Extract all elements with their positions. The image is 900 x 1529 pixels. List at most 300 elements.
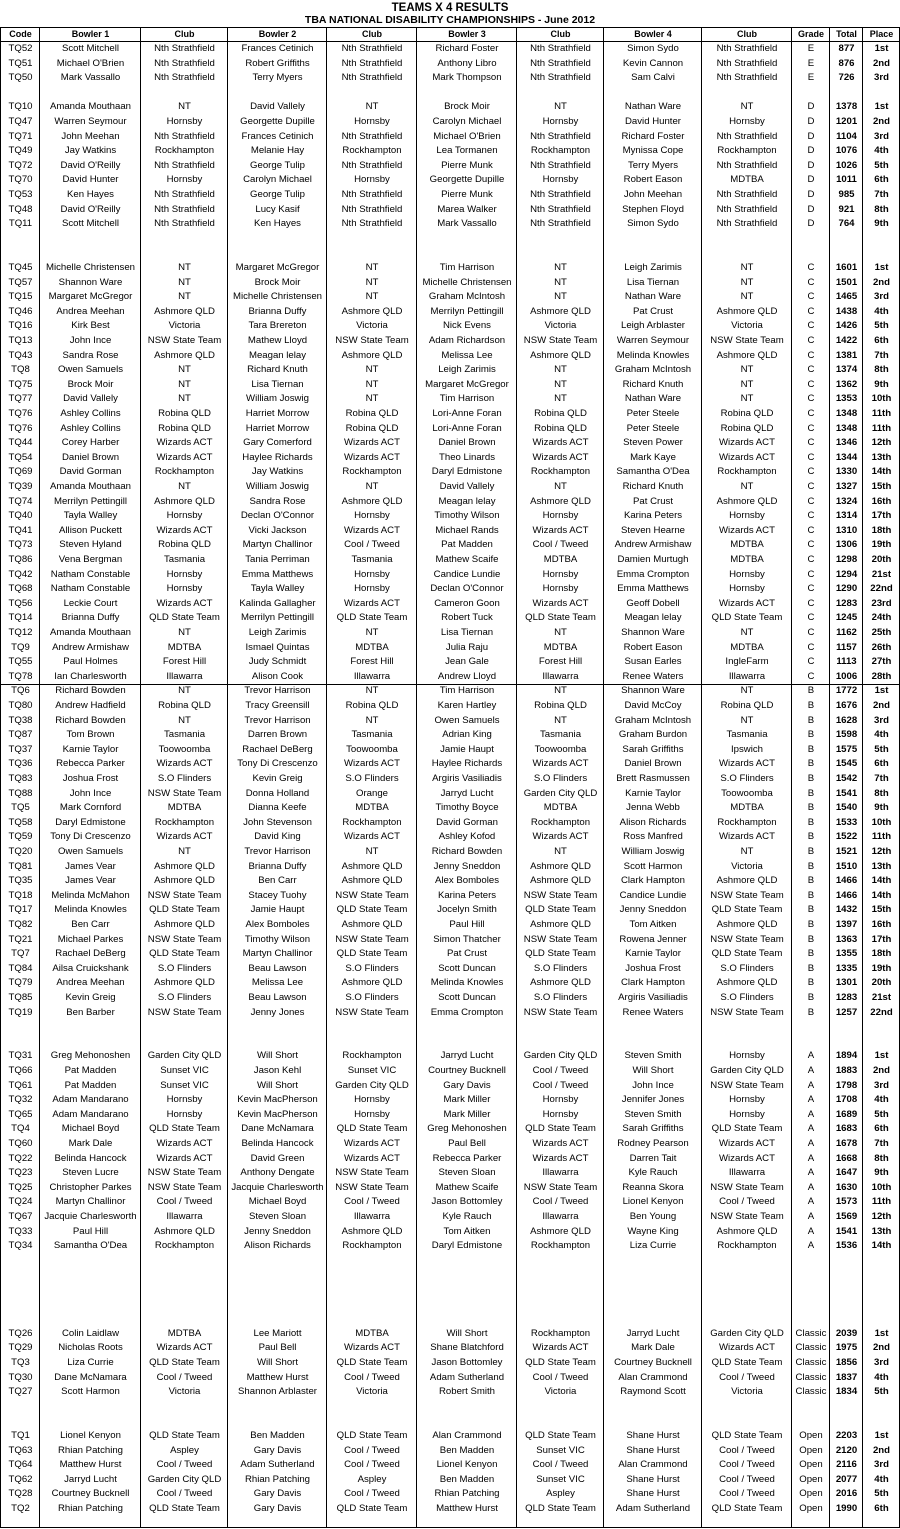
cell-total: 1837 — [835, 1371, 858, 1383]
cell-club-2: Hornsby — [354, 568, 390, 580]
table-row — [1, 933, 900, 948]
cell-bowler-1: Owen Samuels — [57, 364, 124, 376]
cell-place: 22nd — [870, 583, 893, 595]
cell-bowler-3: Tim Harrison — [439, 262, 495, 273]
cell-bowler-1: Tony Di Crescenzo — [50, 831, 131, 843]
cell-bowler-1: Jay Watkins — [64, 145, 117, 157]
cell-total: 764 — [838, 218, 855, 230]
cell-club-2: Ashmore QLD — [341, 875, 403, 887]
cell-club-3: Hornsby — [542, 568, 579, 580]
cell-club-3: QLD State Team — [525, 948, 596, 960]
cell-grade: A — [807, 1211, 815, 1222]
cell-grade: E — [807, 43, 815, 54]
cell-club-4: Ashmore QLD — [716, 919, 778, 930]
cell-total: 1348 — [835, 422, 858, 434]
cell-grade: B — [807, 773, 815, 784]
cell-bowler-1: Andrea Meehan — [56, 977, 125, 989]
cell-place: 18th — [871, 524, 892, 536]
cell-code: TQ36 — [8, 758, 33, 770]
cell-bowler-3: Argiris Vasiliadis — [432, 773, 502, 784]
cell-bowler-4: Terry Myers — [627, 159, 679, 171]
table-row — [1, 392, 900, 407]
cell-club-4: Victoria — [731, 320, 763, 332]
cell-code: TQ67 — [8, 1211, 33, 1222]
cell-club-1: Cool / Tweed — [156, 1196, 213, 1208]
cell-club-3: S.O Flinders — [533, 962, 588, 974]
cell-place: 3rd — [874, 1357, 889, 1368]
cell-bowler-1: Daryl Edmistone — [55, 816, 126, 828]
cell-bowler-2: Melanie Hay — [250, 145, 305, 157]
header-grade: Grade — [797, 29, 824, 39]
cell-bowler-4: Samantha O'Dea — [616, 466, 690, 478]
cell-club-4: Cool / Tweed — [719, 1196, 775, 1208]
cell-grade: C — [807, 670, 815, 682]
cell-club-3: NT — [554, 262, 567, 273]
header-club-1: Club — [174, 29, 195, 39]
cell-club-3: NT — [554, 364, 567, 376]
cell-bowler-1: Martyn Challinor — [55, 1196, 126, 1208]
header-club-3: Club — [550, 29, 571, 39]
cell-club-3: Wizards ACT — [532, 437, 589, 449]
cell-club-1: Nth Strathfield — [154, 72, 215, 84]
cell-club-3: MDTBA — [543, 802, 578, 814]
cell-club-3: Cool / Tweed — [532, 1371, 589, 1383]
cell-club-4: Wizards ACT — [719, 1152, 775, 1164]
cell-bowler-3: Steven Sloan — [438, 1167, 496, 1179]
cell-club-1: Nth Strathfield — [154, 189, 215, 200]
cell-club-1: Wizards ACT — [156, 1152, 213, 1164]
cell-club-4: MDTBA — [730, 174, 764, 186]
cell-bowler-4: Alison Richards — [619, 816, 687, 828]
cell-club-4: Wizards ACT — [719, 437, 775, 449]
cell-bowler-4: Wayne King — [627, 1225, 679, 1237]
cell-code: TQ7 — [11, 948, 30, 960]
cell-place: 3rd — [874, 1459, 889, 1471]
cell-bowler-3: Mark Miller — [443, 1094, 491, 1106]
cell-grade: E — [807, 72, 815, 84]
cell-club-1: Wizards ACT — [156, 437, 213, 449]
cell-bowler-4: Nathan Ware — [624, 393, 682, 405]
cell-bowler-4: Shane Hurst — [626, 1488, 680, 1500]
cell-bowler-4: Reanna Skora — [622, 1181, 684, 1193]
cell-club-3: MDTBA — [543, 554, 578, 565]
cell-grade: D — [807, 174, 815, 186]
cell-grade: A — [807, 1196, 815, 1208]
table-row — [1, 1166, 900, 1181]
table-row — [1, 597, 900, 612]
cell-code: TQ34 — [8, 1240, 33, 1252]
cell-code: TQ62 — [8, 1473, 33, 1485]
header-bowler-3: Bowler 3 — [448, 29, 486, 39]
cell-bowler-1: Natham Constable — [50, 568, 131, 580]
cell-place: 5th — [874, 1488, 889, 1500]
cell-bowler-2: William Joswig — [246, 393, 309, 405]
cell-bowler-3: Scott Duncan — [438, 992, 496, 1003]
cell-code: TQ66 — [8, 1065, 33, 1076]
table-row — [1, 188, 900, 203]
cell-place: 2nd — [872, 1065, 891, 1076]
cell-club-3: Ashmore QLD — [530, 875, 591, 887]
cell-bowler-3: Greg Mehonoshen — [427, 1123, 507, 1135]
cell-club-4: NT — [740, 627, 754, 638]
cell-club-2: NSW State Team — [335, 1181, 409, 1193]
cell-club-2: Nth Strathfield — [341, 159, 403, 171]
cell-bowler-3: Adam Sutherland — [429, 1371, 505, 1383]
cell-club-3: Rockhampton — [530, 1240, 591, 1252]
cell-club-1: Nth Strathfield — [154, 57, 215, 69]
cell-club-4: Wizards ACT — [719, 1138, 775, 1149]
cell-bowler-4: Darren Tait — [629, 1152, 677, 1164]
cell-place: 4th — [874, 145, 889, 157]
cell-code: TQ26 — [8, 1327, 33, 1339]
cell-bowler-4: Ben Young — [629, 1211, 677, 1222]
cell-grade: A — [807, 1123, 815, 1135]
cell-bowler-4: Meagan lelay — [624, 612, 682, 624]
table-row — [1, 290, 900, 305]
cell-club-4: NT — [740, 378, 754, 390]
cell-code: TQ80 — [8, 700, 33, 711]
cell-club-4: QLD State Team — [711, 612, 783, 624]
cell-bowler-1: Tayla Walley — [63, 510, 118, 522]
cell-bowler-3: Candice Lundie — [433, 568, 501, 580]
cell-place: 6th — [874, 335, 889, 346]
cell-grade: C — [807, 422, 815, 434]
cell-total: 1306 — [835, 539, 858, 551]
cell-bowler-4: Nathan Ware — [624, 291, 682, 303]
cell-club-2: NSW State Team — [335, 1006, 409, 1018]
cell-bowler-1: Michelle Christensen — [45, 262, 136, 273]
cell-place: 13th — [871, 1225, 892, 1237]
cell-club-3: Hornsby — [542, 116, 579, 127]
cell-total: 1355 — [835, 948, 858, 960]
cell-club-3: Ashmore QLD — [530, 305, 591, 317]
cell-club-4: NSW State Team — [710, 1079, 784, 1091]
cell-bowler-2: Judy Schmidt — [248, 656, 307, 668]
cell-club-3: Nth Strathfield — [530, 130, 591, 142]
cell-bowler-1: Sandra Rose — [62, 349, 119, 361]
cell-bowler-4: Clark Hampton — [621, 977, 685, 989]
cell-bowler-2: Georgette Dupille — [240, 116, 315, 127]
cell-club-1: MDTBA — [167, 1327, 202, 1339]
cell-total: 1521 — [835, 846, 858, 857]
cell-total: 1327 — [835, 481, 858, 492]
table-row — [1, 976, 900, 991]
cell-club-4: Garden City QLD — [710, 1065, 784, 1076]
cell-bowler-3: Melinda Knowles — [430, 977, 504, 989]
cell-club-1: NSW State Team — [147, 1181, 222, 1193]
cell-bowler-3: Declan O'Connor — [430, 583, 504, 595]
cell-club-1: NT — [178, 846, 191, 857]
cell-club-3: Robina QLD — [534, 422, 587, 434]
cell-place: 1st — [874, 1430, 889, 1441]
cell-bowler-4: Mynissa Cope — [622, 145, 684, 157]
table-row — [1, 305, 900, 320]
cell-place: 25th — [871, 627, 892, 638]
cell-club-1: Cool / Tweed — [156, 1459, 213, 1471]
cell-place: 19th — [871, 962, 892, 974]
cell-bowler-2: Beau Lawson — [248, 962, 307, 974]
cell-place: 11th — [871, 831, 892, 843]
cell-grade: B — [807, 889, 815, 901]
cell-club-1: MDTBA — [167, 641, 202, 653]
table-row — [1, 1429, 900, 1444]
cell-bowler-1: Owen Samuels — [57, 846, 124, 857]
cell-grade: B — [807, 700, 815, 711]
cell-club-1: Forest Hill — [162, 656, 207, 668]
cell-bowler-3: Leigh Zarimis — [438, 364, 496, 376]
cell-total: 1344 — [835, 451, 858, 463]
cell-club-3: NT — [554, 378, 567, 390]
cell-club-3: Garden City QLD — [523, 787, 598, 799]
table-row — [1, 1079, 900, 1094]
cell-grade: C — [807, 583, 815, 595]
cell-club-3: Ashmore QLD — [530, 919, 591, 930]
cell-bowler-2: Lisa Tiernan — [251, 378, 304, 390]
cell-place: 8th — [874, 203, 889, 215]
cell-bowler-2: Jason Kehl — [253, 1065, 302, 1076]
table-row — [1, 670, 900, 685]
cell-bowler-2: Darren Brown — [247, 729, 308, 741]
cell-place: 1st — [874, 685, 889, 697]
table-row — [1, 115, 900, 130]
cell-club-2: Rockhampton — [342, 816, 402, 828]
cell-club-2: NT — [365, 378, 379, 390]
cell-club-2: Tasmania — [351, 729, 393, 741]
cell-club-4: NSW State Team — [710, 889, 784, 901]
cell-club-1: Rockhampton — [154, 1240, 215, 1252]
table-row — [1, 1064, 900, 1079]
cell-code: TQ3 — [11, 1357, 30, 1368]
cell-total: 1541 — [835, 787, 858, 799]
cell-code: TQ83 — [8, 773, 33, 784]
cell-bowler-2: Ismael Quintas — [245, 641, 310, 653]
cell-bowler-3: Ben Madden — [439, 1444, 495, 1456]
cell-club-4: Toowoomba — [721, 787, 773, 799]
cell-bowler-3: Richard Bowden — [431, 846, 503, 857]
cell-club-4: Ashmore QLD — [716, 349, 778, 361]
cell-place: 6th — [874, 1503, 889, 1514]
header-bowler-2: Bowler 2 — [258, 29, 297, 39]
cell-total: 1708 — [835, 1094, 858, 1106]
cell-club-4: Hornsby — [729, 568, 765, 580]
cell-grade: Classic — [795, 1327, 827, 1339]
cell-place: 13th — [871, 860, 892, 872]
cell-bowler-3: Alex Bomboles — [435, 875, 499, 887]
cell-club-4: Rockhampton — [717, 145, 777, 157]
cell-code: TQ8 — [11, 364, 30, 376]
cell-bowler-3: Lea Tormanen — [436, 145, 498, 157]
cell-code: TQ87 — [8, 729, 33, 741]
cell-club-3: Cool / Tweed — [532, 1196, 589, 1208]
cell-total: 1545 — [835, 758, 858, 770]
cell-bowler-3: Rhian Patching — [434, 1488, 500, 1500]
cell-club-4: Hornsby — [729, 510, 765, 522]
cell-club-4: Ipswich — [731, 743, 763, 755]
cell-bowler-3: Michael O'Brien — [433, 130, 501, 142]
cell-grade: Classic — [795, 1357, 827, 1368]
cell-code: TQ82 — [8, 919, 33, 930]
cell-grade: A — [807, 1138, 815, 1149]
cell-club-2: S.O Flinders — [345, 992, 399, 1003]
cell-total: 1422 — [835, 335, 858, 346]
cell-code: TQ58 — [8, 816, 33, 828]
cell-club-1: Robina QLD — [158, 408, 211, 419]
cell-club-1: NT — [178, 262, 191, 273]
cell-club-4: QLD State Team — [711, 1503, 783, 1514]
table-row — [1, 903, 900, 918]
cell-club-1: Robina QLD — [158, 422, 211, 434]
cell-bowler-1: Kirk Best — [71, 320, 110, 332]
cell-total: 1257 — [835, 1006, 858, 1018]
cell-club-4: NT — [740, 481, 754, 492]
cell-bowler-4: Jenny Sneddon — [619, 904, 687, 916]
cell-place: 4th — [874, 305, 889, 317]
cell-club-4: NSW State Team — [710, 335, 784, 346]
cell-club-1: Garden City QLD — [147, 1050, 222, 1062]
table-row — [1, 349, 900, 364]
cell-bowler-1: Allison Puckett — [59, 524, 122, 536]
cell-club-2: NT — [365, 101, 379, 113]
cell-club-3: QLD State Team — [525, 1503, 596, 1514]
cell-grade: Open — [799, 1473, 823, 1485]
table-row — [1, 509, 900, 524]
cell-club-2: NSW State Team — [335, 889, 409, 901]
cell-bowler-1: Liza Currie — [67, 1357, 114, 1368]
cell-club-1: NT — [178, 685, 191, 697]
cell-bowler-4: Robert Eason — [623, 641, 683, 653]
table-row — [1, 626, 900, 641]
table-row — [1, 1341, 900, 1356]
cell-bowler-1: David Gorman — [59, 466, 122, 478]
cell-club-2: Ashmore QLD — [341, 860, 403, 872]
cell-bowler-1: Amanda Mouthaan — [49, 101, 132, 113]
cell-bowler-3: Jean Gale — [445, 656, 489, 668]
table-row — [1, 422, 900, 437]
cell-club-3: NT — [554, 101, 567, 113]
cell-code: TQ78 — [8, 670, 33, 682]
cell-grade: C — [807, 276, 815, 288]
cell-code: TQ68 — [8, 583, 33, 595]
cell-club-1: Ashmore QLD — [154, 305, 215, 317]
cell-club-4: NSW State Team — [710, 933, 784, 945]
cell-total: 1026 — [835, 159, 858, 171]
cell-code: TQ37 — [8, 743, 33, 755]
table-row — [1, 655, 900, 670]
cell-club-4: Victoria — [731, 1386, 763, 1398]
cell-bowler-2: Emma Matthews — [241, 568, 314, 580]
cell-club-2: Toowoomba — [346, 743, 398, 755]
cell-bowler-2: Will Short — [256, 1079, 299, 1091]
cell-club-2: Wizards ACT — [344, 1152, 400, 1164]
cell-club-2: QLD State Team — [336, 904, 408, 916]
cell-club-3: NT — [554, 846, 567, 857]
cell-bowler-3: Margaret McGregor — [425, 378, 509, 390]
cell-bowler-4: Kevin Cannon — [622, 57, 684, 69]
cell-club-1: Rockhampton — [154, 816, 215, 828]
cell-total: 1283 — [835, 992, 858, 1003]
cell-club-1: QLD State Team — [149, 904, 220, 916]
cell-bowler-3: Robert Smith — [439, 1386, 495, 1398]
cell-place: 17th — [871, 933, 892, 945]
table-row — [1, 261, 900, 276]
cell-club-3: NSW State Team — [523, 933, 598, 945]
cell-club-3: QLD State Team — [525, 904, 596, 916]
cell-club-4: Hornsby — [729, 116, 765, 127]
cell-bowler-2: Steven Sloan — [248, 1211, 307, 1222]
table-row — [1, 889, 900, 904]
table-row — [1, 757, 900, 772]
cell-bowler-4: Mark Dale — [631, 1342, 675, 1354]
grade-divider — [1, 684, 899, 685]
cell-code: TQ48 — [8, 203, 33, 215]
cell-grade: C — [807, 262, 815, 273]
cell-club-2: Cool / Tweed — [344, 539, 400, 551]
cell-total: 1883 — [835, 1065, 858, 1076]
cell-code: TQ33 — [8, 1225, 33, 1237]
cell-bowler-1: Dane McNamara — [54, 1371, 127, 1383]
cell-club-4: Hornsby — [729, 1050, 765, 1062]
cell-bowler-2: Harriet Morrow — [245, 422, 310, 434]
cell-club-4: Tasmania — [726, 729, 768, 741]
cell-grade: C — [807, 378, 815, 390]
cell-club-2: QLD State Team — [336, 1430, 408, 1441]
cell-bowler-3: Rebecca Parker — [432, 1152, 502, 1164]
cell-bowler-1: James Vear — [65, 875, 116, 887]
cell-club-1: NT — [178, 714, 191, 726]
table-row — [1, 1327, 900, 1342]
cell-bowler-2: Rachael DeBerg — [242, 743, 313, 755]
cell-bowler-2: Donna Holland — [245, 787, 310, 799]
cell-bowler-2: Stacey Tuohy — [248, 889, 307, 901]
cell-club-1: Robina QLD — [158, 700, 211, 711]
cell-club-1: Robina QLD — [158, 539, 211, 551]
spacer-row — [1, 1035, 900, 1050]
cell-total: 1298 — [835, 554, 858, 565]
cell-bowler-1: David O'Reilly — [60, 203, 121, 215]
cell-grade: Classic — [795, 1342, 827, 1354]
cell-place: 2nd — [872, 700, 891, 711]
cell-code: TQ32 — [8, 1094, 33, 1106]
cell-club-3: Aspley — [546, 1488, 575, 1500]
cell-bowler-4: Karnie Taylor — [625, 948, 681, 960]
cell-bowler-1: Tom Brown — [66, 729, 115, 741]
cell-club-3: NT — [554, 276, 567, 288]
cell-grade: A — [807, 1065, 815, 1076]
cell-total: 1683 — [835, 1123, 858, 1135]
cell-total: 1465 — [835, 291, 858, 303]
table-row — [1, 860, 900, 875]
cell-club-1: Nth Strathfield — [154, 130, 215, 142]
table-row — [1, 217, 900, 232]
cell-code: TQ60 — [8, 1138, 33, 1149]
header-place: Place — [869, 29, 894, 39]
cell-place: 15th — [871, 481, 892, 492]
cell-place: 1st — [874, 43, 889, 54]
cell-grade: B — [807, 802, 815, 814]
cell-grade: D — [807, 130, 815, 142]
cell-club-2: MDTBA — [355, 1327, 389, 1339]
cell-club-4: QLD State Team — [711, 1357, 783, 1368]
cell-bowler-3: Paul Hill — [449, 919, 485, 930]
cell-club-2: MDTBA — [355, 802, 389, 814]
cell-bowler-3: Melissa Lee — [441, 349, 493, 361]
cell-club-1: NT — [178, 378, 191, 390]
cell-total: 1162 — [836, 627, 857, 638]
cell-bowler-1: Christopher Parkes — [49, 1181, 132, 1193]
cell-club-4: NT — [740, 846, 754, 857]
cell-total: 1381 — [835, 349, 858, 361]
cell-place: 8th — [874, 1152, 889, 1164]
